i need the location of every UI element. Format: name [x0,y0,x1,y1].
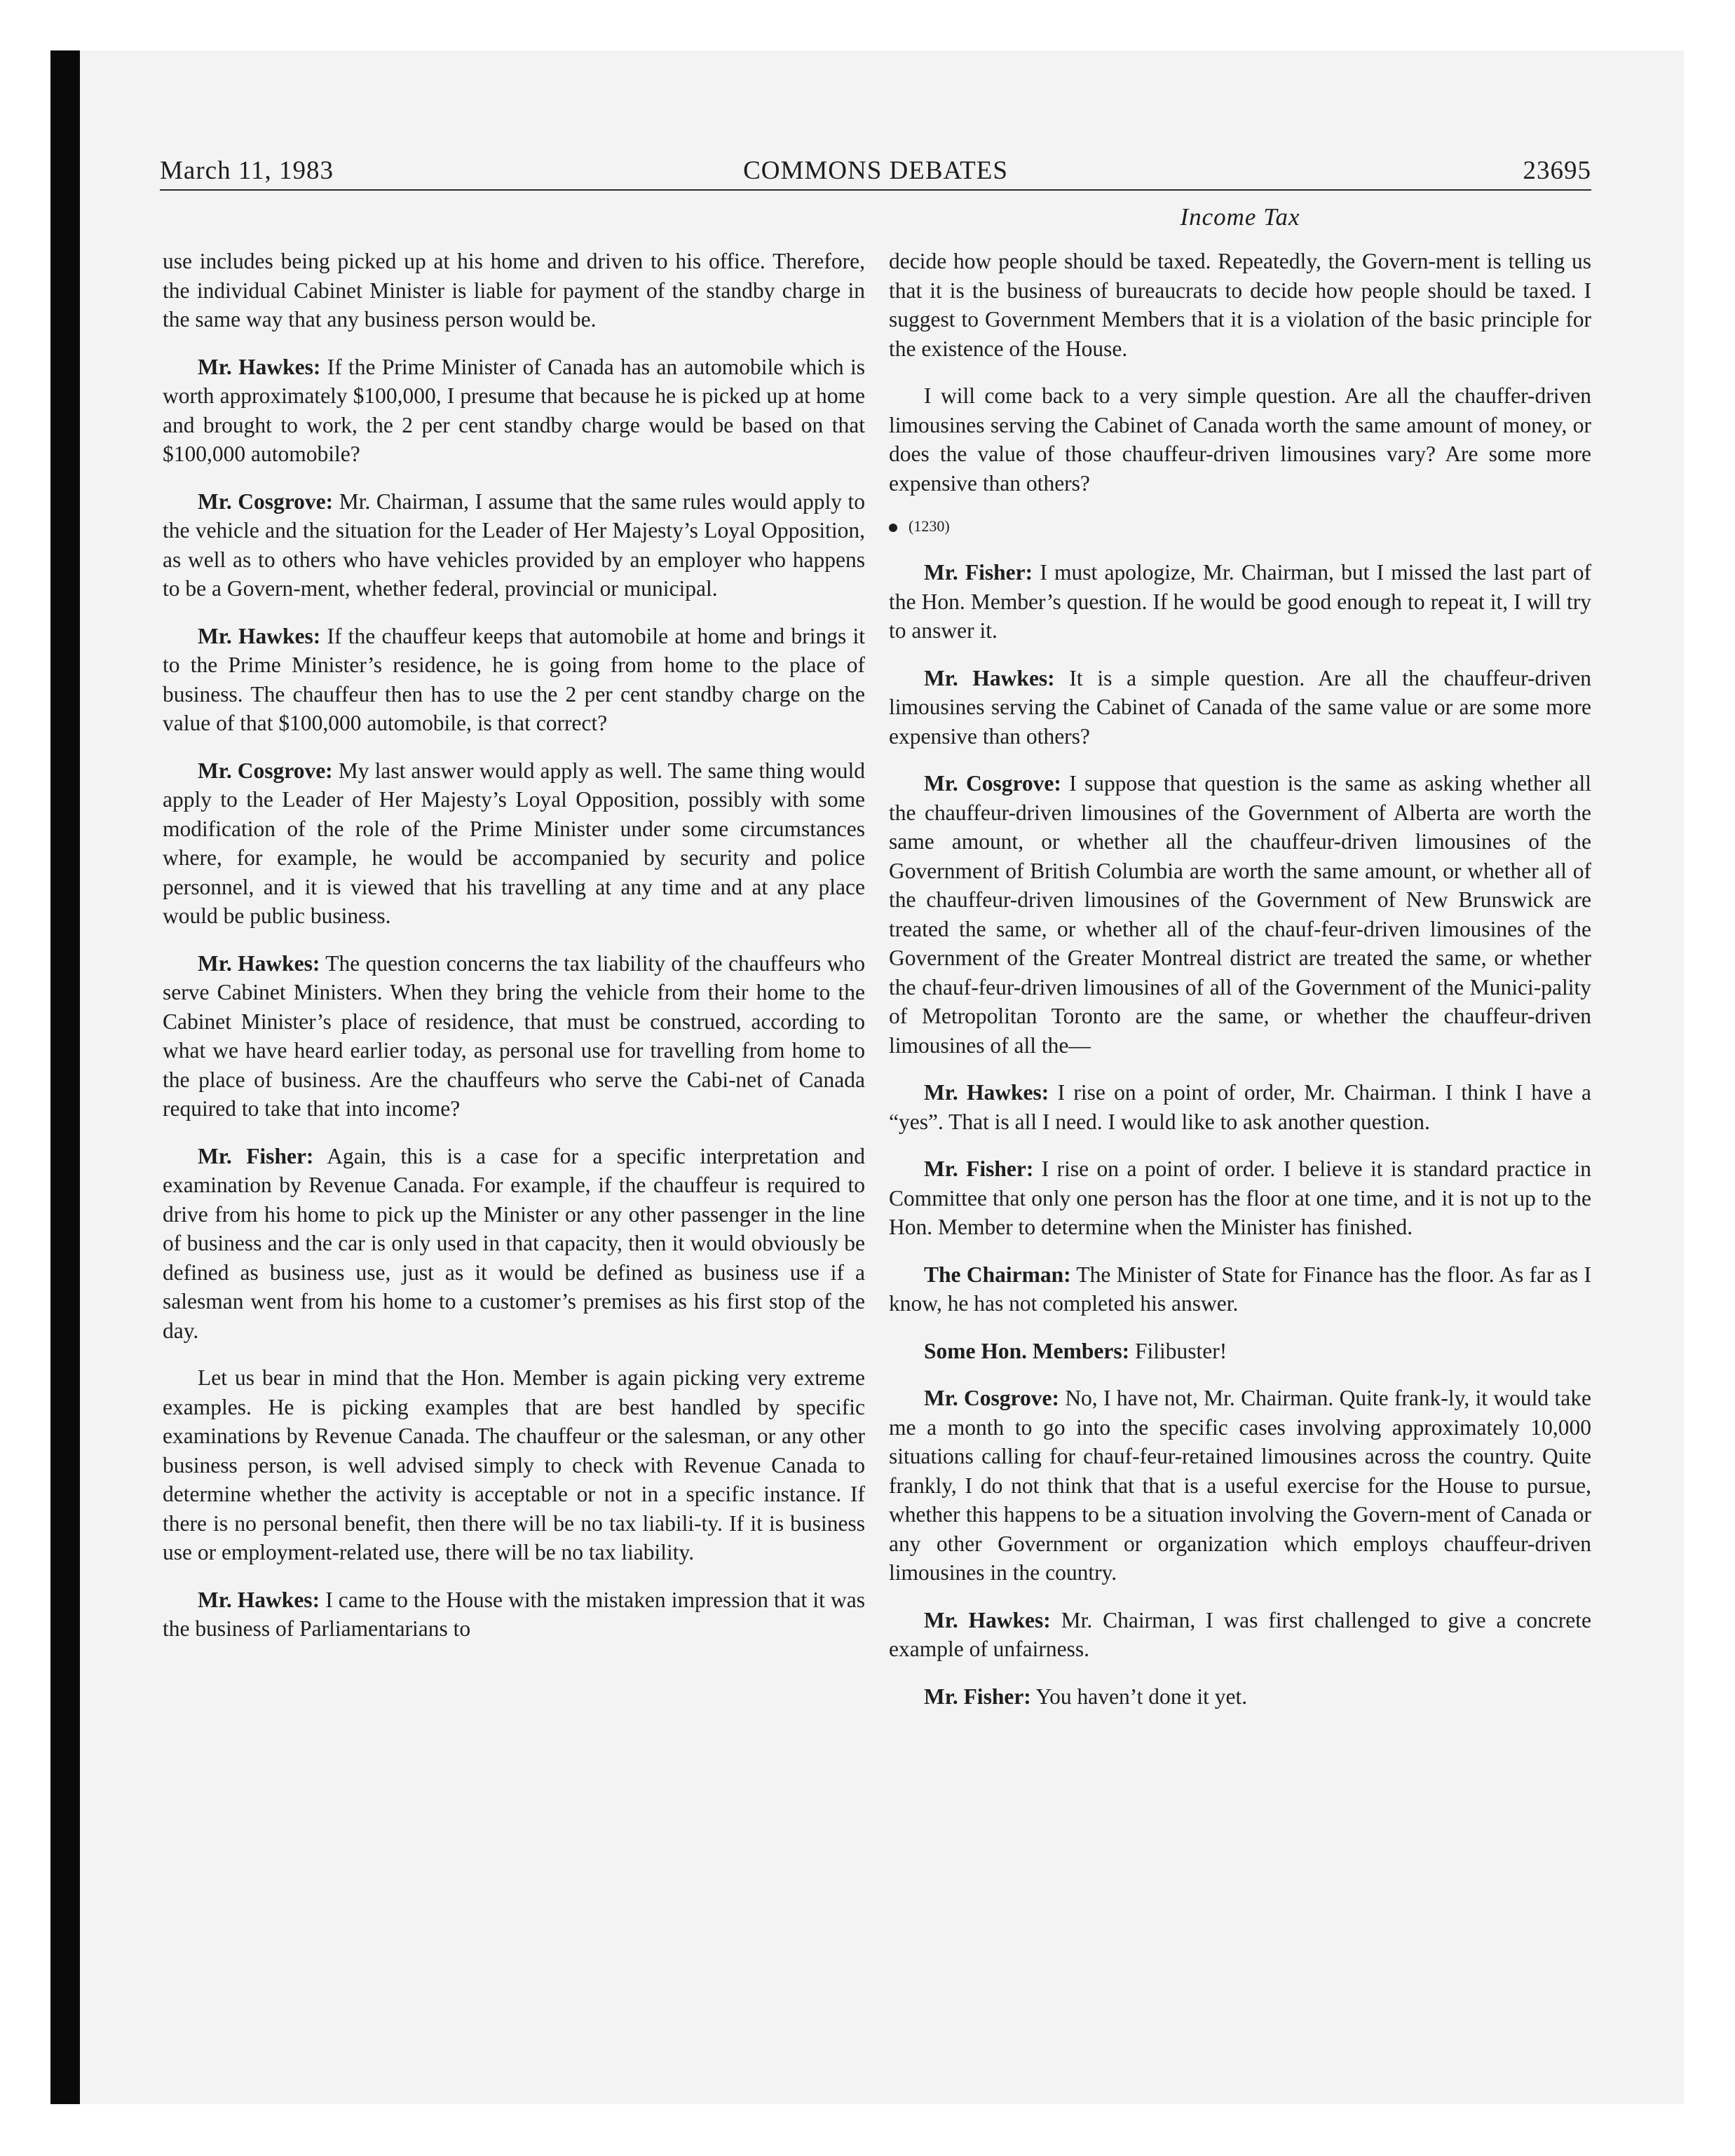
speaker-name: Mr. Hawkes: [198,354,321,379]
speaker-name: Mr. Hawkes: [198,623,321,648]
paragraph [163,487,865,603]
paragraph-text: It is a simple question. Are all the chauffeur-driven limousines serving the Cabinet of Canada of the same value or are some more expensive than others? [889,665,1591,749]
paragraph-text: If the chauffeur keeps that automobile at home and brings it to the Prime Minister’s residence, he is going from home to the place of business. The chauffeur then has to use the 2 per cent standby charge on the value of that $100,000 automobile, is that correct? [163,623,865,735]
paragraph-text: Again, this is a case for a specific interpretation and examination by Revenue Canada. For example, if the chauffeur is required to drive from his home to pick up the Minister or any other passenger in the line of business and the car is only used in that capacity, then it would obviously be defined as business use, just as it would be defined as business use if a salesman went from his home to a customer’s premises as his first stop of the day. [163,1143,866,1343]
header-rule [160,189,1591,191]
speaker-name: Mr. Fisher: [924,1157,1034,1181]
paragraph [163,353,865,469]
paragraph [889,1682,1591,1712]
page-header [160,153,1591,192]
left-column [163,247,865,1662]
paragraph [889,664,1591,751]
paragraph [163,247,865,334]
speaker-name: Mr. Fisher: [198,1143,314,1168]
header-page-number: 23695 [1523,156,1591,185]
paragraph [889,1384,1591,1588]
paragraph [889,1337,1591,1366]
paragraph [889,558,1591,646]
header-publication-title: COMMONS DEBATES [743,156,1008,185]
paragraph-text: Let us bear in mind that the Hon. Member is again picking very extreme examples. He is picking examples that are best handled by specific examinations by Revenue Canada. The chauffeur or the salesman, or any other business person, is well advised simply to check with Revenue Canada to determine whether the activity is acceptable or not in a specific instance. If there is no personal benefit, then there will be no tax liabili-ty. If it is business use or employment-related use, there will be no tax liability. [163,1365,865,1564]
speaker-name: Mr. Cosgrove: [198,758,333,783]
header-date: March 11, 1983 [160,156,334,185]
time-marker [889,516,1591,537]
paragraph-text: decide how people should be taxed. Repeatedly, the Govern-ment is telling us that it is the business of bureaucrats to decide how people should be taxed. I suggest to Government Members that it is a violation of the basic principle for the existence of the House. [889,249,1591,361]
paragraph-text: Mr. Chairman, I was first challenged to give a concrete example of unfairness. [889,1607,1591,1661]
binding-edge-bar [50,50,80,2104]
paragraph-text: The question concerns the tax liability of the chauffeurs who serve Cabinet Ministers. When they bring the vehicle from their home to the Cabinet Minister’s place of residence, that must be construed, according to what we have heard earlier today, as personal use for travelling from home to the place of business. Are the chauffeurs who serve the Cabi-net of Canada required to take that into income? [163,950,865,1121]
speaker-name: Mr. Hawkes: [924,665,1055,690]
paragraph-text: My last answer would apply as well. The same thing would apply to the Leader of Her Majesty’s Loyal Opposition, possibly with some modification of the role of the Prime Minister under some circumstances where, for example, he would be accompanied by security and police personnel, and it is viewed that his travelling at any time and at any place would be public business. [163,758,866,928]
speaker-name: Mr. Hawkes: [924,1080,1049,1105]
paragraph [889,769,1591,1060]
speaker-name: Mr. Fisher: [924,560,1033,585]
speaker-name: Mr. Cosgrove: [924,771,1061,796]
paragraph-text: Filibuster! [1134,1338,1227,1363]
section-title: Income Tax [1180,203,1300,231]
speaker-name: Mr. Cosgrove: [198,489,334,514]
paragraph [889,381,1591,498]
paragraph-text: I will come back to a very simple question. Are all the chauffer-driven limousines serving the Cabinet of Canada worth the same amount of money, or does the value of those chauffeur-driven limousines vary? Are some more expensive than others? [889,383,1591,496]
paragraph-text: I rise on a point of order, Mr. Chairman. I think I have a “yes”. That is all I need. I would like to ask another question. [889,1080,1591,1134]
time-marker-text: (1230) [909,517,950,535]
speaker-name: The Chairman: [924,1262,1071,1287]
paragraph-text: I suppose that question is the same as asking whether all the chauffeur-driven limousines of the Government of Alberta are worth the same amount, or whether all the chauffeur-driven limousines of the Government of British Columbia are worth the same amount, or whether all of the chauffeur-driven limousines of the Government of New Brunswick are treated the same, or whether all of the chauf-feur-driven limousines of the Government of the Greater Montreal district are treated the same, or whether the chauf-feur-driven limousines of all of the Government of the Munici-pality of Metropolitan Toronto are the same, or whether the chauffeur-driven limousines of all the— [889,771,1591,1058]
right-column [889,247,1591,1729]
paragraph [889,1078,1591,1136]
paragraph [163,622,865,738]
paragraph [163,1142,865,1346]
paragraph-text: I rise on a point of order. I believe it is standard practice in Committee that only one person has the floor at one time, and it is not up to the Hon. Member to determine when the Minister has finished. [889,1157,1592,1239]
paragraph [163,1363,865,1567]
paragraph-text: You haven’t done it yet. [1035,1684,1248,1709]
paragraph-text: If the Prime Minister of Canada has an automobile which is worth approximately $100,000, I presume that because he is picked up at home and brought to work, the 2 per cent standby charge would be based on that $100,000 automobile? [163,354,866,466]
paragraph-text: I came to the House with the mistaken impression that it was the business of Parliamentarians to [163,1587,866,1641]
paragraph [889,1606,1591,1664]
paragraph [889,247,1591,363]
paragraph [163,756,865,931]
speaker-name: Mr. Hawkes: [198,950,320,976]
paragraph-text: Mr. Chairman, I assume that the same rules would apply to the vehicle and the situation for the Leader of Her Majesty’s Loyal Opposition, as well as to others who have vehicles provided by an employer who happens to be a Govern-ment, whether federal, provincial or municipal. [163,489,865,601]
speaker-name: Mr. Cosgrove: [924,1386,1059,1410]
paragraph [163,949,865,1124]
paragraph [163,1585,865,1644]
bullet-icon [889,524,897,532]
speaker-name: Mr. Fisher: [924,1684,1031,1709]
speaker-name: Mr. Hawkes: [924,1607,1051,1632]
paragraph-text: No, I have not, Mr. Chairman. Quite frank-ly, it would take me a month to go into the specific cases involving approximately 10,000 situations calling for chauf-feur-retained limousines across the country. Quite frankly, I do not think that that is a useful exercise for the House to pursue, whether this happens to be a situation involving the Govern-ment of Canada or any other Government or organization which employs chauffeur-driven limousines in the country. [889,1386,1592,1585]
paragraph [889,1154,1591,1242]
paragraph [889,1260,1591,1318]
paragraph-text: The Minister of State for Finance has the floor. As far as I know, he has not completed his answer. [889,1262,1591,1316]
paragraph-text: I must apologize, Mr. Chairman, but I missed the last part of the Hon. Member’s question. If he would be good enough to repeat it, I will try to answer it. [889,560,1592,643]
speaker-name: Some Hon. Members: [924,1338,1130,1363]
paragraph-text: use includes being picked up at his home and driven to his office. Therefore, the individual Cabinet Minister is liable for payment of the standby charge in the same way that any business person would be. [163,249,865,332]
speaker-name: Mr. Hawkes: [198,1587,320,1612]
